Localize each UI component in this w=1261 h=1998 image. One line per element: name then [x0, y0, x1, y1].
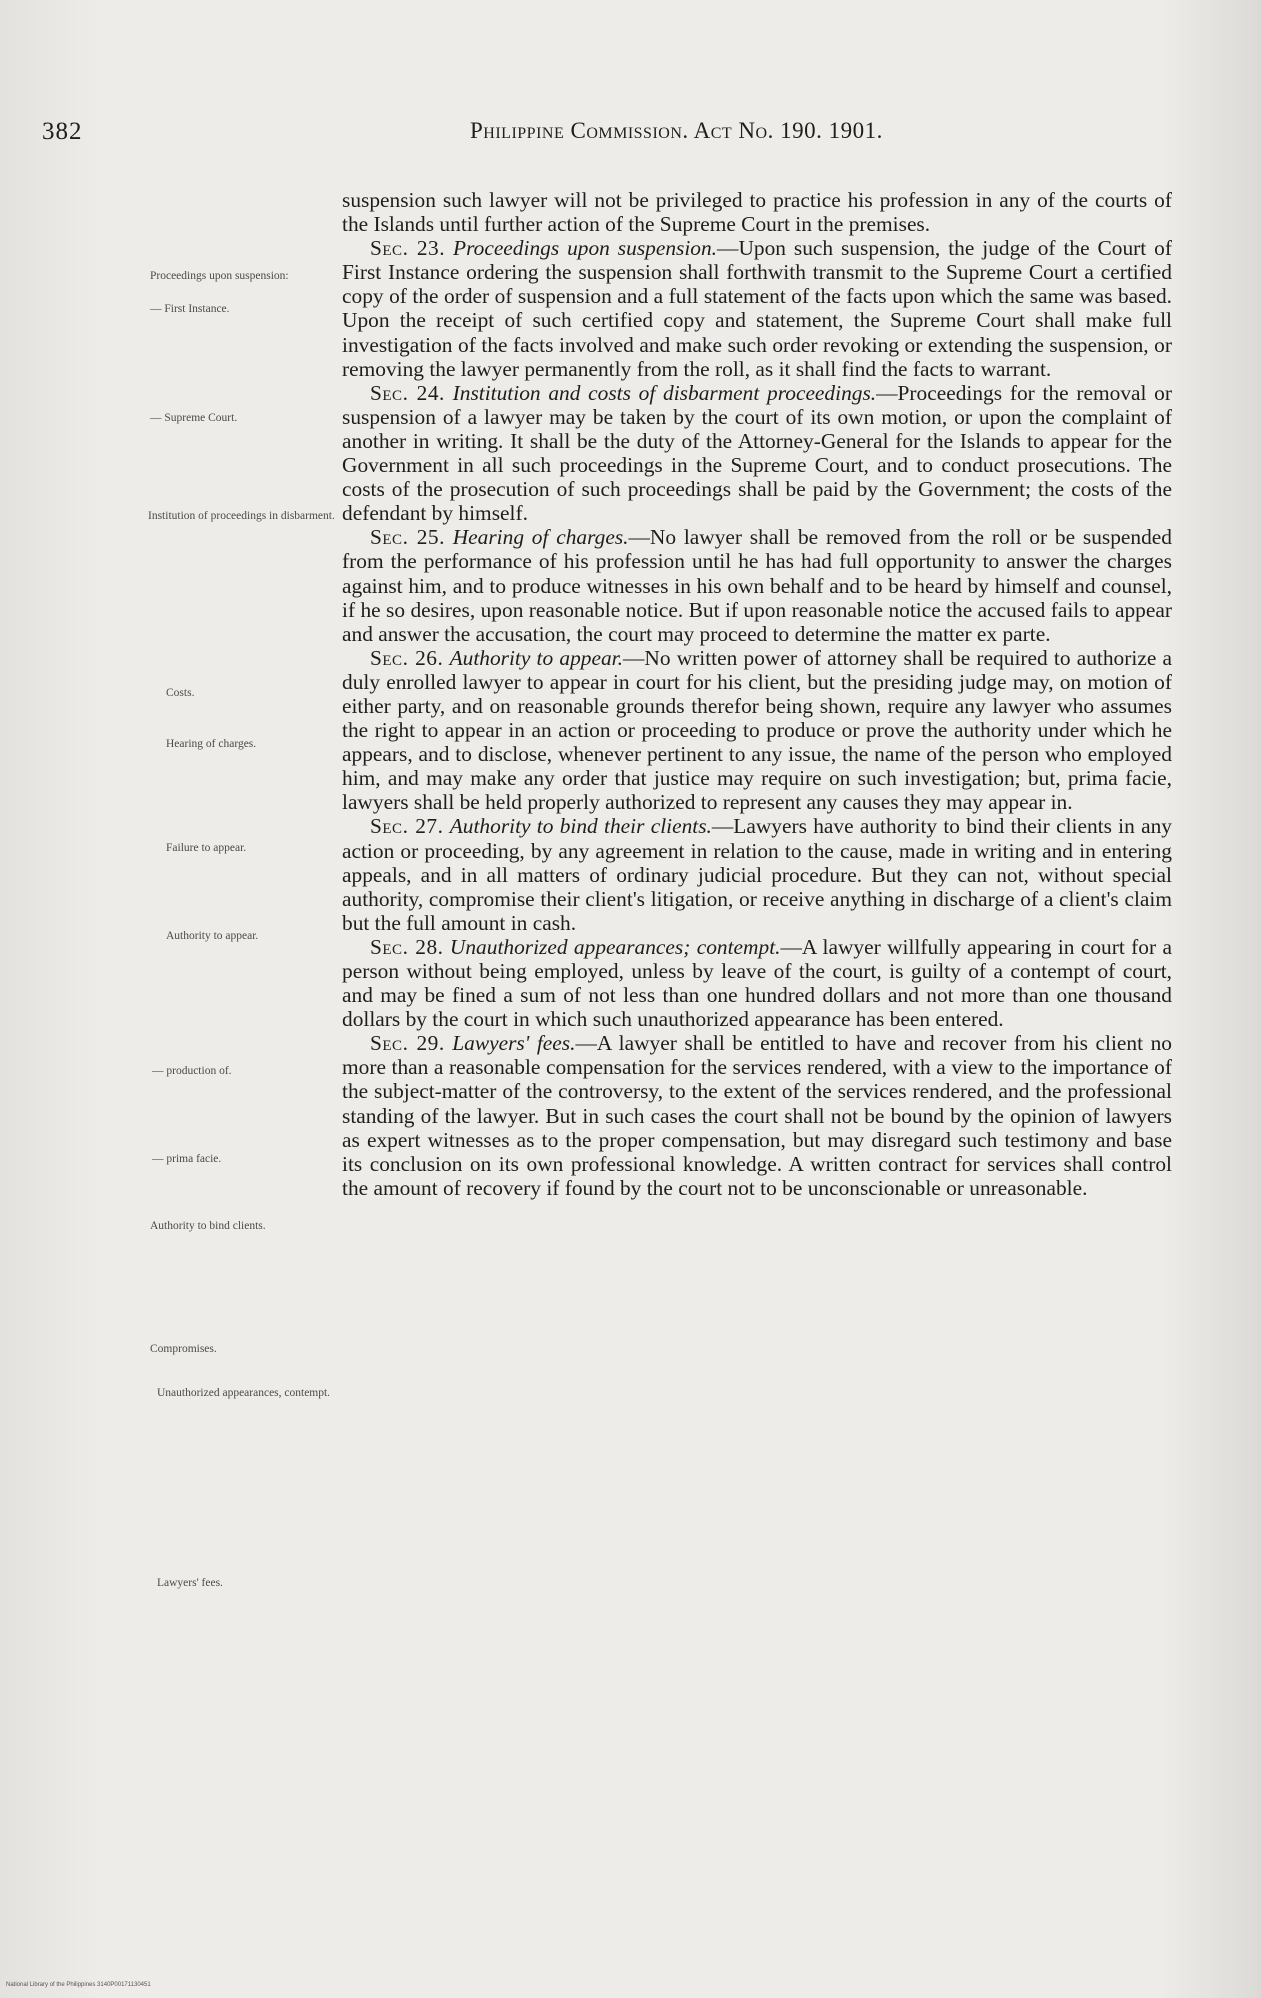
continued-paragraph: suspension such lawyer will not be privileged to practice his profession in any of the courts of the Islands until further action of the Supreme Court in the premises.	[342, 188, 1172, 237]
section-heading: Authority to appear.	[449, 645, 623, 670]
section-26	[342, 646, 1172, 815]
section-24	[342, 381, 1172, 526]
section-text: —No lawyer shall be removed from the roll or be suspended from the performance of his profession until he has had full opportunity to answer the charges against him, and to produce witnesses in his own behalf and to be heard by himself and counsel, if he so desires, upon reasonable notice. But if upon reasonable notice the accused fails to appear and answer the accusation, the court may proceed to determine the matter ex parte.	[342, 525, 1172, 646]
main-text	[342, 188, 1172, 1200]
section-text: —A lawyer willfully appearing in court for a person without being employed, unless by leave of the court, is guilty of a contempt of court, and may be fined a sum of not less than one hundred dollars and not more than one thousand dollars by the court in which such unauthorized appearance has been entered.	[342, 934, 1172, 1032]
section-text: —A lawyer shall be entitled to have and recover from his client no more than a reasonable compensation for the services rendered, with a view to the importance of the subject-matter of the controversy, to the extent of the services rendered, and the professional standing of the lawyer. But in such cases the court shall not be bound by the opinion of lawyers as expert witnesses as to the proper compensation, but may disregard such testimony and base its conclusion on its own professional knowledge. A written contract for services shall control the amount of recovery if found by the court not to be unconscionable or unreasonable.	[342, 1031, 1172, 1200]
section-number: Sec. 24.	[370, 380, 445, 405]
sidenote-production: — production of.	[152, 1065, 232, 1077]
section-heading: Lawyers' fees.	[452, 1031, 576, 1056]
section-number: Sec. 28.	[370, 934, 444, 959]
section-number: Sec. 26.	[370, 645, 444, 670]
sidenote-fees: Lawyers' fees.	[157, 1577, 223, 1589]
section-29	[342, 1031, 1172, 1200]
section-number: Sec. 23.	[370, 236, 446, 261]
section-number: Sec. 25.	[370, 525, 445, 550]
section-25	[342, 525, 1172, 645]
section-heading: Authority to bind their clients.	[449, 814, 712, 839]
section-28	[342, 935, 1172, 1031]
sidenote-compromises: Compromises.	[150, 1343, 217, 1355]
sidenote-authority-bind: Authority to bind clients.	[150, 1220, 266, 1232]
section-heading: Proceedings upon suspension.	[453, 236, 718, 261]
section-heading: Institution and costs of disbarment proceedings.	[452, 380, 877, 405]
sidenote-hearing: Hearing of charges.	[166, 738, 257, 750]
section-23	[342, 236, 1172, 381]
running-header: Philippine Commission. Act No. 190. 1901.	[470, 118, 883, 143]
sidenote-costs: Costs.	[166, 687, 195, 699]
sidenote-failure: Failure to appear.	[166, 842, 247, 854]
sidenote-institution: Institution of proceedings in disbarment.	[148, 510, 335, 522]
section-heading: Unauthorized appearances; contempt.	[449, 934, 781, 959]
section-text: —Upon such suspension, the judge of the Court of First Instance ordering the suspension shall forthwith transmit to the Supreme Court a certified copy of the order of suspension and a full statement of the facts upon which the same was based. Upon the receipt of such certified copy and statement, the Supreme Court shall make full investigation of the facts involved and make such order revoking or extending the suspension, or removing the lawyer permanently from the roll, as it shall find the facts to warrant.	[342, 236, 1173, 381]
sidenote-proceedings-upon-suspension: Proceedings upon suspension:	[150, 270, 289, 282]
section-27	[342, 814, 1172, 934]
sidenote-prima-facie: — prima facie.	[152, 1153, 222, 1165]
section-number: Sec. 27.	[370, 814, 444, 839]
section-number: Sec. 29.	[370, 1031, 445, 1056]
page-number: 382	[42, 118, 83, 145]
section-text: —Proceedings for the removal or suspension of a lawyer may be taken by the court of its own motion, or upon the complaint of another in writing. It shall be the duty of the Attorney-General for the Islands to appear for the Government in all such proceedings in the Supreme Court, and to conduct prosecutions. The costs of the prosecution of such proceedings shall be paid by the Government; the costs of the defendant by himself.	[342, 380, 1173, 526]
sidenote-unauthorized: Unauthorized appearances, contempt.	[157, 1387, 331, 1399]
section-heading: Hearing of charges.	[452, 525, 629, 550]
sidenote-authority-appear: Authority to appear.	[166, 930, 259, 942]
section-text: —No written power of attorney shall be required to authorize a duly enrolled lawyer to appear in court for his client, but the presiding judge may, on motion of either party, and on reasonable grounds therefor being shown, require any lawyer who assumes the right to appear in an action or proceeding to produce or prove the authority under which he appears, and to disclose, whenever pertinent to any issue, the name of the person who employed him, and may make any order that justice may require on such investigation; but, prima facie, lawyers shall be held properly authorized to represent any causes they may appear in.	[342, 645, 1172, 815]
section-text: —Lawyers have authority to bind their clients in any action or proceeding, by any agreement in relation to the cause, made in writing and in entering appeals, and in all matters of ordinary judicial procedure. But they can not, without special authority, compromise their client's litigation, or receive anything in discharge of a client's claim but the full amount in cash.	[342, 814, 1172, 935]
scan-footer: National Library of the Philippines 3140P00171130451	[6, 1982, 151, 1988]
sidenote-first-instance: — First Instance.	[150, 303, 230, 315]
sidenote-supreme-court: — Supreme Court.	[150, 412, 238, 424]
